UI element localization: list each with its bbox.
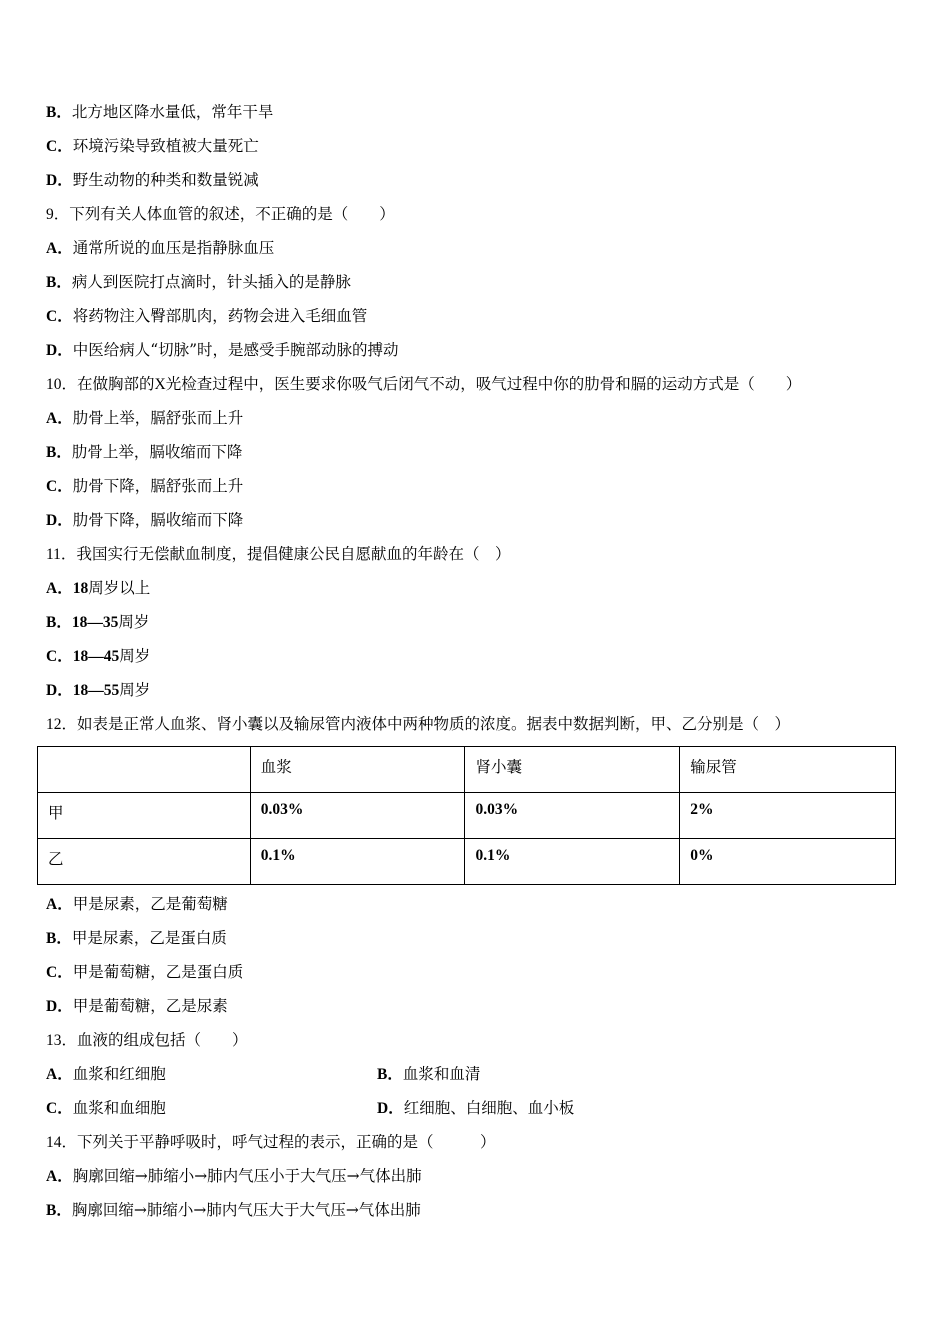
option-label: A． xyxy=(46,580,73,597)
question-text: 如表是正常人血浆、肾小囊以及输尿管内液体中两种物质的浓度。据表中数据判断，甲、乙分别是（ ） xyxy=(77,715,791,733)
option-text: 北方地区降水量低，常年干旱 xyxy=(71,103,274,121)
option-label: C． xyxy=(46,1100,73,1117)
option-number: 18—35 xyxy=(71,614,119,631)
option-label: C． xyxy=(46,138,73,155)
option-label: A． xyxy=(46,896,73,913)
question-text: 下列关于平静呼吸时，呼气过程的表示，正确的是（ ） xyxy=(77,1133,496,1151)
q11-option-c xyxy=(46,646,150,667)
option-label: B． xyxy=(46,104,72,121)
option-text: 周岁 xyxy=(119,647,151,665)
q10-option-b xyxy=(46,442,242,463)
option-label: D． xyxy=(46,172,73,189)
question-text-pre: 在做胸部的 xyxy=(77,375,155,393)
option-text: 将药物注入臀部肌肉，药物会进入毛细血管 xyxy=(72,307,368,325)
q13-option-c xyxy=(46,1098,166,1119)
table-header-cell: 肾小囊 xyxy=(465,747,680,793)
q13-option-a xyxy=(46,1064,166,1085)
q12-stem xyxy=(46,714,790,735)
option-label: D． xyxy=(46,682,73,699)
option-text: 血浆和红细胞 xyxy=(72,1065,166,1083)
q12-option-d xyxy=(46,996,228,1017)
option-label: C． xyxy=(46,648,73,665)
option-text: 甲是尿素，乙是葡萄糖 xyxy=(72,895,228,913)
q9-option-a xyxy=(46,238,274,259)
option-label: C． xyxy=(46,964,73,981)
table-row xyxy=(38,839,896,885)
q10-option-a xyxy=(46,408,243,429)
option-label: C． xyxy=(46,308,73,325)
option-text: 肋骨上举，膈舒张而上升 xyxy=(72,409,244,427)
option-text: 甲是葡萄糖，乙是尿素 xyxy=(72,997,228,1015)
option-label: D． xyxy=(46,512,73,529)
table-cell: 0.1% xyxy=(250,839,465,885)
option-text: 周岁 xyxy=(118,613,150,631)
option-text: 胸廓回缩→肺缩小→肺内气压小于大气压→气体出肺 xyxy=(72,1167,422,1185)
option-label: B． xyxy=(46,930,72,947)
table-cell: 0% xyxy=(680,839,896,885)
option-label: A． xyxy=(46,240,73,257)
q14-stem xyxy=(46,1132,496,1153)
option-text: 红细胞、白细胞、血小板 xyxy=(403,1099,575,1117)
table-cell: 0.03% xyxy=(250,793,465,839)
table-cell: 0.1% xyxy=(465,839,680,885)
table-row-label: 乙 xyxy=(38,839,251,885)
option-text: 甲是尿素，乙是蛋白质 xyxy=(71,929,227,947)
q11-option-b xyxy=(46,612,149,633)
option-text: 病人到医院打点滴时，针头插入的是静脉 xyxy=(71,273,351,291)
q8-option-d xyxy=(46,170,259,191)
q14-option-a xyxy=(46,1166,422,1187)
question-number: 14． xyxy=(46,1134,78,1151)
option-label: B． xyxy=(46,274,72,291)
option-text: 通常所说的血压是指静脉血压 xyxy=(72,239,275,257)
option-label: B． xyxy=(377,1066,403,1083)
option-text: 胸廓回缩→肺缩小→肺内气压大于大气压→气体出肺 xyxy=(71,1201,421,1219)
option-label: B． xyxy=(46,614,72,631)
option-label: C． xyxy=(46,478,73,495)
option-label: D． xyxy=(46,342,73,359)
q14-option-b xyxy=(46,1200,421,1221)
q13-option-b xyxy=(377,1064,480,1085)
option-label: B． xyxy=(46,444,72,461)
question-number: 12． xyxy=(46,716,78,733)
option-text: 肋骨下降，膈收缩而下降 xyxy=(72,511,244,529)
option-label: D． xyxy=(46,998,73,1015)
table-header-cell: 血浆 xyxy=(250,747,465,793)
q11-option-a xyxy=(46,578,150,599)
q9-option-d xyxy=(46,340,399,361)
table-row xyxy=(38,793,896,839)
question-text: 我国实行无偿献血制度，提倡健康公民自愿献血的年龄在（ ） xyxy=(76,545,511,563)
question-number: 9． xyxy=(46,206,70,223)
option-label: B． xyxy=(46,1202,72,1219)
table-header-cell: 输尿管 xyxy=(680,747,896,793)
option-text: 血浆和血细胞 xyxy=(72,1099,166,1117)
option-text: 周岁 xyxy=(119,681,151,699)
table-row-label: 甲 xyxy=(38,793,251,839)
q12-option-b xyxy=(46,928,227,949)
option-text: 肋骨下降，膈舒张而上升 xyxy=(72,477,244,495)
question-text: 血液的组成包括（ ） xyxy=(77,1031,248,1049)
option-label: A． xyxy=(46,1066,73,1083)
table-cell: 0.03% xyxy=(465,793,680,839)
q10-stem xyxy=(46,374,801,395)
question-text-post: 光检查过程中，医生要求你吸气后闭气不动，吸气过程中你的肋骨和膈的运动方式是（ ） xyxy=(165,375,802,393)
question-text: 下列有关人体血管的叙述，不正确的是（ ） xyxy=(69,205,395,223)
question-number: 13． xyxy=(46,1032,78,1049)
q9-option-b xyxy=(46,272,351,293)
concentration-table xyxy=(37,746,896,885)
option-text: 周岁以上 xyxy=(88,579,151,597)
option-text: 血浆和血清 xyxy=(402,1065,481,1083)
option-number: 18—45 xyxy=(72,648,120,665)
option-number: 18 xyxy=(72,580,89,597)
question-number: 10． xyxy=(46,376,78,393)
option-label: A． xyxy=(46,1168,73,1185)
q10-option-c xyxy=(46,476,243,497)
q9-option-c xyxy=(46,306,367,327)
q10-option-d xyxy=(46,510,243,531)
q12-option-c xyxy=(46,962,243,983)
q8-option-b xyxy=(46,102,273,123)
option-text: 中医给病人“切脉”时，是感受手腕部动脉的搏动 xyxy=(72,341,399,359)
option-label: A． xyxy=(46,410,73,427)
q9-stem xyxy=(46,204,395,225)
q11-stem xyxy=(46,544,510,565)
q13-stem xyxy=(46,1030,248,1051)
option-text: 甲是葡萄糖，乙是蛋白质 xyxy=(72,963,244,981)
option-text: 环境污染导致植被大量死亡 xyxy=(72,137,259,155)
option-text: 野生动物的种类和数量锐减 xyxy=(72,171,259,189)
question-text-x: X xyxy=(154,376,166,393)
q12-option-a xyxy=(46,894,228,915)
table-header-cell xyxy=(38,747,251,793)
option-text: 肋骨上举，膈收缩而下降 xyxy=(71,443,243,461)
question-number: 11． xyxy=(46,546,77,563)
table-cell: 2% xyxy=(680,793,896,839)
q8-option-c xyxy=(46,136,259,157)
option-label: D． xyxy=(377,1100,404,1117)
q13-option-d xyxy=(377,1098,574,1119)
table-header-row xyxy=(38,747,896,793)
q11-option-d xyxy=(46,680,150,701)
option-number: 18—55 xyxy=(72,682,120,699)
